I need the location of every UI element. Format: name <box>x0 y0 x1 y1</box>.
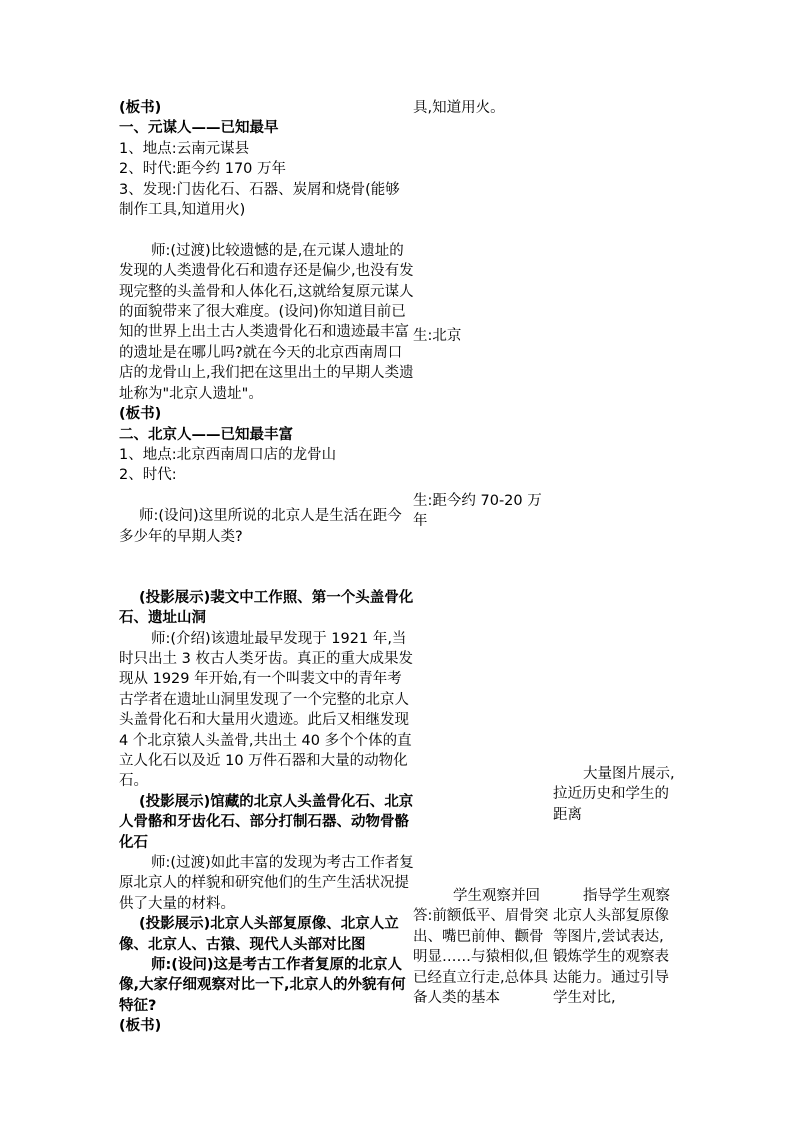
design-intent-block-1: 大量图片展示,拉近历史和学生的距离 <box>553 766 675 823</box>
teaching-process-column <box>119 98 414 1037</box>
peking-man-era: 2、时代: <box>119 467 177 484</box>
board-note-label: (板书) <box>119 1018 162 1035</box>
board-note-label: (板书) <box>119 406 162 423</box>
peking-man-location: 1、地点:北京西南周口店的龙骨山 <box>119 446 337 463</box>
projection-note-1: (投影展示)裴文中工作照、第一个头盖骨化石、遗址山洞 <box>119 589 414 627</box>
section-heading-yuanmou: 一、元谋人——已知最早 <box>119 120 279 137</box>
student-activity-block-3: 生:距今约 70-20 万年 <box>413 493 542 530</box>
design-intent-block-2: 指导学生观察北京人头部复原像等图片,尝试表达,锻炼学生的观察表达能力。通过引导学生对比, <box>553 888 670 1007</box>
blank-line <box>119 547 414 567</box>
blank-line <box>119 567 414 587</box>
teacher-transition-paragraph-2: 师:(过渡)如此丰富的发现为考古工作者复原北京人的样貌和研究他们的生产生活状况提供了大量的材料。 <box>119 855 414 912</box>
yuanmou-discovery: 3、发现:门齿化石、石器、炭屑和烧骨(能够制作工具,知道用火) <box>119 181 400 219</box>
blank-line <box>119 220 414 240</box>
yuanmou-location: 1、地点:云南元谋县 <box>119 140 250 157</box>
blank-line <box>119 486 414 506</box>
section-heading-peking-man: 二、北京人——已知最丰富 <box>119 426 293 443</box>
student-activity-block-2: 生:北京 <box>413 328 462 344</box>
teacher-question-paragraph-2: 师:(设问)这是考古工作者复原的北京人像,大家仔细观察对比一下,北京人的外貌有何特征? <box>119 957 406 1014</box>
projection-note-2: (投影展示)馆藏的北京人头盖骨化石、北京人骨骼和牙齿化石、部分打制石器、动物骨骼化石 <box>119 793 414 851</box>
teacher-question-paragraph: 师:(设问)这里所说的北京人是生活在距今多少年的早期人类? <box>119 508 402 545</box>
yuanmou-era: 2、时代:距今约 170 万年 <box>119 161 287 178</box>
teacher-intro-paragraph: 师:(介绍)该遗址最早发现于 1921 年,当时只出土 3 枚古人类牙齿。真正的重大成果发现从 1929 年开始,有一个叫裴文中的青年考古学者在遗址山洞里发现了一个完整的北京人头盖骨化石和大量用火遗迹。此后又相继发现 4 个北京猿人头盖骨,共出土 40 多个个体的直立人化石以及近 10 万件石器和大量的动物化石。 <box>119 630 413 790</box>
student-activity-block-1: 具,知道用火。 <box>413 100 505 116</box>
projection-note-3: (投影展示)北京人头部复原像、北京人立像、北京人、古猿、现代人头部对比图 <box>119 916 399 953</box>
student-activity-block-4: 学生观察并回答:前额低平、眉骨突出、嘴巴前伸、颧骨明显……与猿相似,但已经直立行走,总体具备人类的基本 <box>413 888 549 1007</box>
teacher-transition-paragraph: 师:(过渡)比较遗憾的是,在元谋人遗址的发现的人类遗骨化石和遗存还是偏少,也没有发现完整的头盖骨和人体化石,这就给复原元谋人的面貌带来了很大难度。(设问)你知道目前已知的世界上出土古人类遗骨化石和遗迹最丰富的遗址是在哪儿吗?就在今天的北京西南周口店的龙骨山上,我们把在这里出土的早期人类遗址称为"北京人遗址"。 <box>119 242 414 402</box>
board-note-label: (板书) <box>119 100 162 116</box>
